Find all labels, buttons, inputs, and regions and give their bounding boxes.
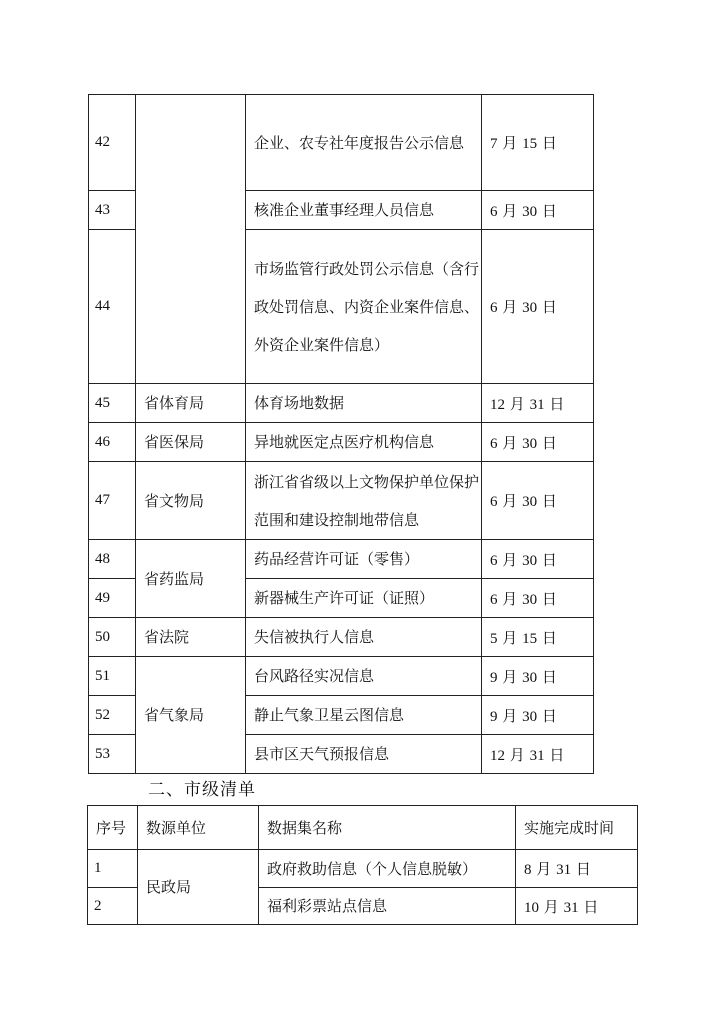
- table-row: [89, 657, 594, 696]
- table-row: [89, 423, 594, 462]
- source-unit: 民政局: [138, 850, 259, 925]
- source-unit: 省法院: [136, 618, 246, 657]
- completion-date: 6 月 30 日: [482, 423, 594, 462]
- dataset-name: 药品经营许可证（零售）: [246, 540, 482, 579]
- row-number: 48: [89, 540, 136, 579]
- completion-date: 9 月 30 日: [482, 696, 594, 735]
- completion-date: 7 月 15 日: [482, 95, 594, 191]
- source-unit: 省药监局: [136, 540, 246, 618]
- row-number: 44: [89, 230, 136, 384]
- table-row: [89, 384, 594, 423]
- row-number: 52: [89, 696, 136, 735]
- dataset-name: 政府救助信息（个人信息脱敏）: [259, 850, 516, 888]
- row-number: 46: [89, 423, 136, 462]
- source-unit: 省医保局: [136, 423, 246, 462]
- dataset-name: 体育场地数据: [246, 384, 482, 423]
- completion-date: 10 月 31 日: [516, 888, 638, 925]
- row-number: 45: [89, 384, 136, 423]
- row-number: 1: [88, 850, 138, 888]
- row-number: 43: [89, 191, 136, 230]
- row-number: 49: [89, 579, 136, 618]
- completion-date: 12 月 31 日: [482, 384, 594, 423]
- table-row: [89, 540, 594, 579]
- dataset-name: 新器械生产许可证（证照）: [246, 579, 482, 618]
- table-row: [89, 95, 594, 191]
- table-row: [89, 618, 594, 657]
- column-header: 数源单位: [138, 806, 259, 850]
- table-row: [89, 462, 594, 540]
- source-unit: 省文物局: [136, 462, 246, 540]
- completion-date: 8 月 31 日: [516, 850, 638, 888]
- dataset-name: 浙江省省级以上文物保护单位保护范围和建设控制地带信息: [246, 462, 482, 540]
- section-title: 二、市级清单: [148, 780, 256, 800]
- completion-date: 9 月 30 日: [482, 657, 594, 696]
- source-unit: 省气象局: [136, 657, 246, 774]
- row-number: 2: [88, 888, 138, 925]
- dataset-name: 福利彩票站点信息: [259, 888, 516, 925]
- unit-cell: [136, 95, 246, 384]
- column-header: 实施完成时间: [516, 806, 638, 850]
- row-number: 42: [89, 95, 136, 191]
- column-header: 序号: [88, 806, 138, 850]
- dataset-name: 静止气象卫星云图信息: [246, 696, 482, 735]
- dataset-name: 失信被执行人信息: [246, 618, 482, 657]
- completion-date: 6 月 30 日: [482, 230, 594, 384]
- source-unit: 省体育局: [136, 384, 246, 423]
- city-data-table: [87, 805, 638, 925]
- completion-date: 6 月 30 日: [482, 540, 594, 579]
- dataset-name: 县市区天气预报信息: [246, 735, 482, 774]
- completion-date: 6 月 30 日: [482, 462, 594, 540]
- completion-date: 12 月 31 日: [482, 735, 594, 774]
- row-number: 53: [89, 735, 136, 774]
- row-number: 47: [89, 462, 136, 540]
- dataset-name: 异地就医定点医疗机构信息: [246, 423, 482, 462]
- dataset-name: 台风路径实况信息: [246, 657, 482, 696]
- completion-date: 6 月 30 日: [482, 191, 594, 230]
- provincial-data-table: [88, 94, 594, 774]
- column-header: 数据集名称: [259, 806, 516, 850]
- completion-date: 5 月 15 日: [482, 618, 594, 657]
- dataset-name: 企业、农专社年度报告公示信息: [246, 95, 482, 191]
- table-header-row: [88, 806, 638, 850]
- dataset-name: 市场监管行政处罚公示信息（含行政处罚信息、内资企业案件信息、外资企业案件信息）: [246, 230, 482, 384]
- dataset-name: 核准企业董事经理人员信息: [246, 191, 482, 230]
- row-number: 51: [89, 657, 136, 696]
- table-row: [88, 850, 638, 888]
- completion-date: 6 月 30 日: [482, 579, 594, 618]
- row-number: 50: [89, 618, 136, 657]
